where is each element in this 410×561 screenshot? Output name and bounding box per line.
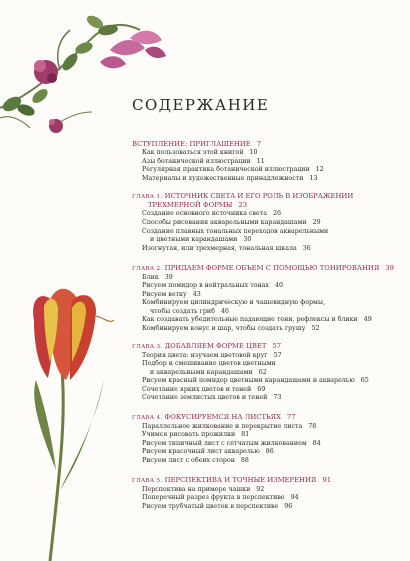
chapter-label: ГЛАВА 2.	[132, 266, 163, 272]
section-heading-line2	[132, 201, 402, 210]
section-title-line2: ТРЕХМЕРНОЙ ФОРМЫ	[148, 201, 233, 210]
entry-text: Перспектива на примере чашки	[142, 485, 251, 493]
page-number: 30	[243, 236, 252, 244]
chapter-label: ГЛАВА 4.	[132, 415, 163, 421]
toc-entry-continued[interactable]	[132, 308, 402, 316]
entry-text: Способы рисования акварельными карандашами	[142, 219, 307, 227]
page-number: 36	[302, 244, 311, 252]
toc-entry[interactable]	[132, 291, 402, 299]
entry-text: Как пользоваться этой книгой	[142, 149, 244, 157]
toc-entry[interactable]	[132, 394, 402, 402]
entry-text: Подбор и смешивание цветов цветными	[142, 360, 276, 368]
page-title: СОДЕРЖАНИЕ	[132, 96, 270, 114]
page-number: 86	[265, 448, 274, 456]
toc-entry-continued[interactable]	[132, 369, 402, 377]
toc-entry[interactable]	[132, 282, 402, 290]
toc-entry[interactable]	[132, 486, 402, 494]
toc-section-chapter-1	[132, 192, 402, 253]
chapter-label: ГЛАВА 1.	[132, 194, 163, 200]
section-title: ПРИДАЕМ ФОРМЕ ОБЪЕМ С ПОМОЩЬЮ ТОНИРОВАНИЯ	[164, 264, 380, 272]
chapter-label: ГЛАВА 5.	[132, 478, 163, 484]
page-number: 52	[311, 325, 320, 333]
entry-text: Создание основного источника света	[142, 210, 268, 218]
page-number: 23	[238, 201, 248, 210]
entry-text: Рисуем красочный лист акварелью	[142, 448, 260, 456]
page-number: 94	[290, 494, 299, 502]
toc-entry[interactable]	[132, 377, 402, 385]
section-title: ФОКУСИРУЕМСЯ НА ЛИСТЬЯХ	[164, 413, 281, 421]
toc-entry[interactable]	[132, 386, 402, 394]
page-number: 65	[360, 377, 369, 385]
chapter-label: ГЛАВА 3.	[132, 344, 163, 350]
toc-section-chapter-4	[132, 413, 402, 465]
tulip-illustration	[0, 0, 130, 561]
entry-text: Рисуем помидор в нейтральных тонах	[142, 282, 269, 290]
entry-text: чтобы создать гриб	[150, 307, 215, 315]
section-heading[interactable]	[132, 140, 402, 149]
toc-entry[interactable]	[132, 158, 402, 166]
section-title: ДОБАВЛЯЕМ ФОРМЕ ЦВЕТ	[164, 342, 267, 350]
toc-entry[interactable]	[132, 175, 402, 183]
page-number: 57	[273, 351, 282, 359]
page-number: 92	[256, 485, 265, 493]
entry-text: Рисуем ветку	[142, 290, 187, 298]
entry-text: Рисуем красный помидор цветными карандашами и акварелью	[142, 377, 355, 385]
toc-section-intro	[132, 140, 402, 183]
page-number: 12	[315, 166, 324, 174]
page-number: 57	[272, 342, 282, 350]
entry-text: Теория цвета: изучаем цветовой круг	[142, 351, 268, 359]
toc-entry[interactable]	[132, 274, 402, 282]
section-heading[interactable]	[132, 342, 402, 351]
toc-entry[interactable]	[132, 245, 402, 253]
page-number: 84	[312, 439, 321, 447]
entry-text: Изогнутая, или трехмерная, тональная шкала	[142, 244, 297, 252]
page-number: 77	[286, 413, 296, 421]
page-number: 78	[308, 422, 317, 430]
page-number: 11	[256, 157, 265, 165]
toc-entry[interactable]	[132, 423, 402, 431]
entry-text: Блик	[142, 273, 159, 281]
entry-text: Параллельное жилкование и перекрытие листа	[142, 422, 303, 430]
toc-entry[interactable]	[132, 360, 402, 368]
entry-text: Как создавать убедительные падающие тени, рефлексы и блики	[142, 316, 358, 324]
toc-entry-continued[interactable]	[132, 236, 402, 244]
entry-text: Поперечный разрез фрукта в перспективе	[142, 494, 285, 502]
toc-entry[interactable]	[132, 166, 402, 174]
page-number: 91	[322, 476, 332, 484]
toc-entry[interactable]	[132, 503, 402, 511]
toc-entry[interactable]	[132, 210, 402, 218]
page-number: 29	[312, 219, 321, 227]
entry-text: Сочетание ярких цветов и теней	[142, 385, 252, 393]
toc-entry[interactable]	[132, 219, 402, 227]
page-number: 62	[258, 368, 267, 376]
toc-entry[interactable]	[132, 494, 402, 502]
entry-text: Комбинируем конус и шар, чтобы создать грушу	[142, 325, 306, 333]
toc-entry[interactable]	[132, 325, 402, 333]
section-title: ИСТОЧНИК СВЕТА И ЕГО РОЛЬ В ИЗОБРАЖЕНИИ	[164, 192, 354, 200]
page-number: 69	[257, 385, 266, 393]
toc-section-chapter-3	[132, 342, 402, 403]
entry-text: Рисуем лист с обеих сторон	[142, 456, 235, 464]
toc-entry[interactable]	[132, 440, 402, 448]
page-number: 73	[273, 394, 282, 402]
entry-text: Материалы и художественные принадлежности	[142, 174, 304, 182]
page-number: 39	[385, 264, 395, 272]
entry-text: Создание плавных тональных переходов акварельными	[142, 227, 329, 235]
toc-section-chapter-5	[132, 476, 402, 511]
entry-text: Азы ботанической иллюстрации	[142, 157, 251, 165]
entry-text: и акварельными карандашами	[150, 368, 253, 376]
page-number: 46	[220, 307, 229, 315]
entry-text: Регулярная практика ботанической иллюстрации	[142, 166, 310, 174]
page-number: 81	[241, 431, 250, 439]
page-number: 88	[240, 456, 249, 464]
toc-entry[interactable]	[132, 352, 402, 360]
toc-entry[interactable]	[132, 299, 402, 307]
entry-text: Комбинируем цилиндрическую и чашевидную формы,	[142, 299, 325, 307]
page-number: 13	[309, 174, 318, 182]
page-number: 26	[273, 210, 282, 218]
toc-entry[interactable]	[132, 316, 402, 324]
page-number: 39	[164, 273, 173, 281]
section-heading[interactable]	[132, 192, 402, 201]
toc-entry[interactable]	[132, 431, 402, 439]
toc-section-chapter-2	[132, 264, 402, 334]
page-number: 10	[249, 149, 258, 157]
page-number: 96	[284, 502, 293, 510]
toc-entry[interactable]	[132, 448, 402, 456]
page-number: 40	[274, 282, 283, 290]
toc-entry[interactable]	[132, 457, 402, 465]
page-number: 43	[192, 290, 201, 298]
section-heading[interactable]	[132, 476, 402, 485]
page-number: 7	[256, 140, 262, 148]
page-number: 49	[363, 316, 372, 324]
toc-entry[interactable]	[132, 149, 402, 157]
entry-text: и цветными карандашами	[150, 236, 238, 244]
entry-text: Учимся рисовать прожилки	[142, 431, 236, 439]
section-title: ВСТУПЛЕНИЕ: ПРИГЛАШЕНИЕ	[132, 140, 251, 148]
entry-text: Сочетание землистых цветов и теней	[142, 394, 268, 402]
entry-text: Рисуем трубчатый цветок в перспективе	[142, 502, 279, 510]
section-title: ПЕРСПЕКТИВА И ТОЧНЫЕ ИЗМЕРЕНИЯ	[164, 476, 317, 484]
toc-entry[interactable]	[132, 228, 402, 236]
section-heading[interactable]	[132, 264, 402, 273]
section-heading[interactable]	[132, 413, 402, 422]
entry-text: Рисуем типичный лист с сетчатым жилкованием	[142, 439, 307, 447]
